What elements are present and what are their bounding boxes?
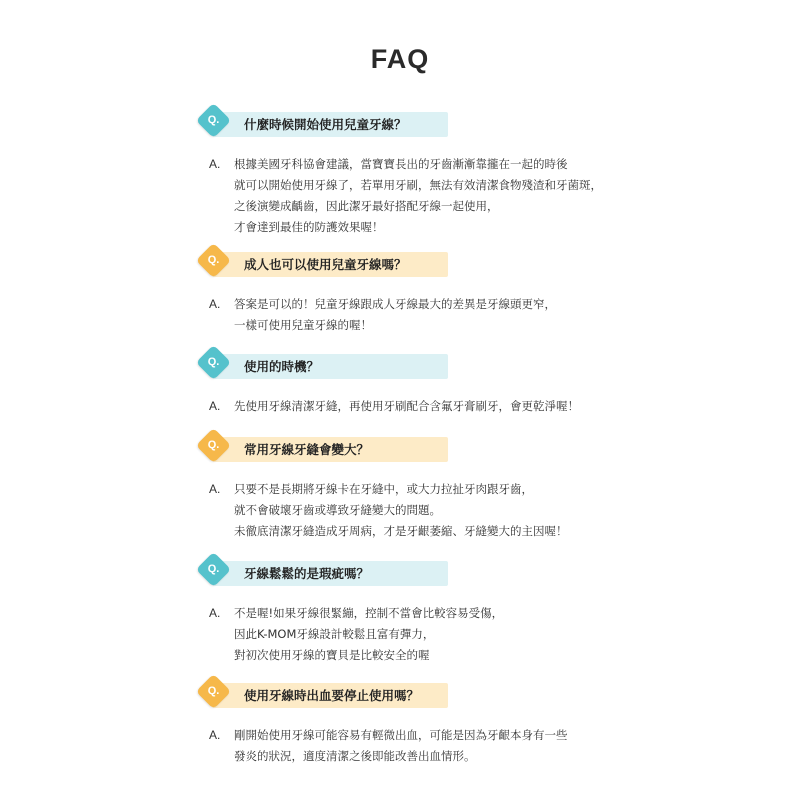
answer-line: 根據美國牙科協會建議，當寶寶長出的牙齒漸漸靠攏在一起的時後	[234, 157, 568, 171]
question-text: 什麼時候開始使用兒童牙線？	[244, 117, 407, 132]
answer-label: A.	[209, 606, 221, 620]
answer-line: 因此K-MOM牙線設計較鬆且富有彈力，	[234, 627, 435, 641]
q-badge-icon: Q.	[196, 428, 231, 463]
question-text: 使用的時機？	[244, 359, 320, 374]
faq-item	[198, 679, 618, 763]
question-text: 常用牙線牙縫會變大？	[244, 442, 370, 457]
question-text: 牙線鬆鬆的是瑕疵嗎？	[244, 566, 370, 581]
q-badge-icon: Q.	[196, 552, 231, 587]
answer-line: 只要不是長期將牙線卡在牙縫中，或大力拉扯牙肉跟牙齒，	[234, 482, 533, 496]
faq-item	[198, 248, 618, 332]
answer-line: 之後演變成齲齒，因此潔牙最好搭配牙線一起使用，	[234, 199, 499, 213]
answer-line: 對初次使用牙線的寶貝是比較安全的喔	[234, 648, 430, 662]
answer-label: A.	[209, 297, 221, 311]
q-badge-icon: Q.	[196, 345, 231, 380]
answer-label: A.	[209, 399, 221, 413]
q-badge-icon: Q.	[196, 103, 231, 138]
page-title: FAQ	[370, 44, 430, 74]
answer-line: 才會達到最佳的防護效果喔！	[234, 220, 384, 234]
faq-question[interactable]	[198, 248, 618, 282]
answer-line: 就不會破壞牙齒或導致牙縫變大的問題。	[234, 503, 441, 517]
answer-line: 就可以開始使用牙線了，若單用牙刷，無法有效清潔食物殘渣和牙菌斑，	[234, 178, 602, 192]
question-text: 成人也可以使用兒童牙線嗎？	[244, 257, 407, 272]
answer-label: A.	[209, 482, 221, 496]
faq-item	[198, 557, 618, 662]
q-badge-icon: Q.	[196, 243, 231, 278]
answer-line: 答案是可以的！兒童牙線跟成人牙線最大的差異是牙線頭更窄，	[234, 297, 556, 311]
answer-label: A.	[209, 157, 221, 171]
faq-question[interactable]	[198, 557, 618, 591]
faq-question[interactable]	[198, 350, 618, 384]
answer-line: 一樣可使用兒童牙線的喔！	[234, 318, 372, 332]
answer-line: 發炎的狀況，適度清潔之後即能改善出血情形。	[234, 749, 476, 763]
faq-question[interactable]	[198, 679, 618, 713]
faq-question[interactable]	[198, 433, 618, 467]
question-text: 使用牙線時出血要停止使用嗎？	[244, 688, 420, 703]
answer-label: A.	[209, 728, 221, 742]
answer-line: 先使用牙線清潔牙縫，再使用牙刷配合含氟牙膏刷牙，會更乾淨喔！	[234, 399, 579, 413]
faq-item	[198, 433, 618, 538]
answer-line: 不是喔!如果牙線很緊繃，控制不當會比較容易受傷，	[234, 606, 504, 620]
faq-item	[198, 108, 618, 234]
q-badge-icon: Q.	[196, 674, 231, 709]
faq-question[interactable]	[198, 108, 618, 142]
answer-line: 剛開始使用牙線可能容易有輕微出血，可能是因為牙齦本身有一些	[234, 728, 568, 742]
faq-item	[198, 350, 618, 413]
answer-line: 未徹底清潔牙縫造成牙周病，才是牙齦萎縮、牙縫變大的主因喔！	[234, 524, 568, 538]
